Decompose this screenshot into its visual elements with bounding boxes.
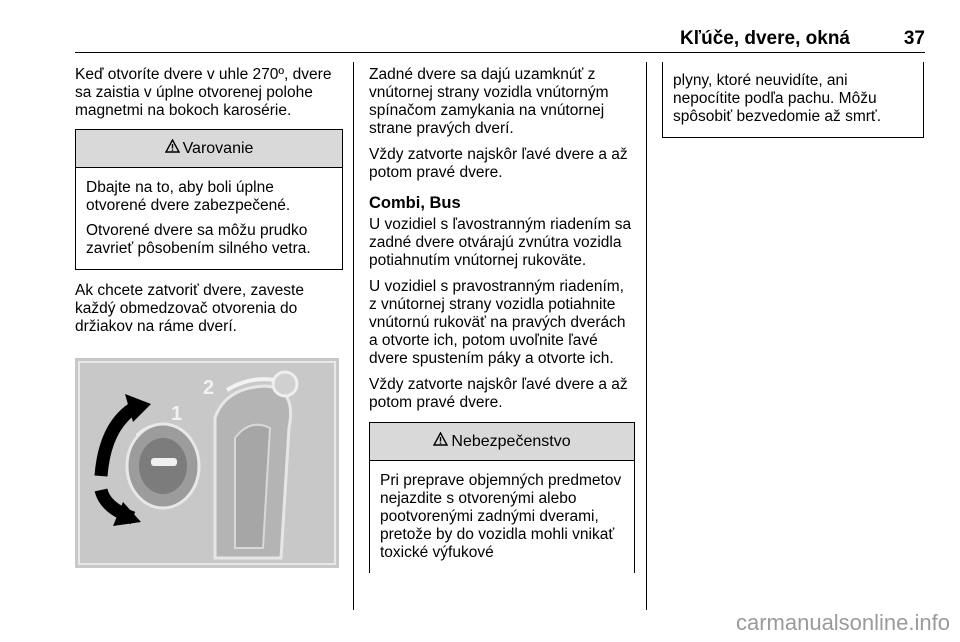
subheading: Combi, Bus: [369, 194, 461, 212]
column-3: [662, 66, 924, 150]
paragraph-rear-lock: Zadné dvere sa dajú uzamknúť z vnútornej strany vozidla vnútorným spínačom zamykania na vnútornej strane pravých dverí.: [369, 66, 609, 137]
section-title: Kľúče, dvere, okná: [680, 28, 850, 49]
paragraph-close-order-2: Vždy zatvorte najskôr ľavé dvere a až potom pravé dvere.: [369, 376, 628, 411]
danger-header: [370, 423, 634, 461]
page-header: [75, 28, 925, 53]
danger-title: Nebezpečenstvo: [451, 432, 571, 450]
danger-text: Pri preprave objemných predmetov nejazdite s otvorenými alebo pootvorenými zadnými dverami, pretože by do vozidla mohli vnikať toxické výfukové: [380, 472, 622, 561]
warning-header: [76, 130, 342, 168]
danger-box-continued: [662, 62, 924, 138]
intro-paragraph: Keď otvoríte dvere v uhle 270º, dvere sa zaistia v úplne otvorenej polohe magnetmi na bokoch karosérie.: [75, 66, 332, 119]
column-divider: [353, 62, 354, 610]
warning-text-2: Otvorené dvere sa môžu prudko zavrieť pôsobením silného vetra.: [86, 222, 311, 257]
warning-triangle-icon: [165, 139, 180, 158]
column-divider: [646, 62, 647, 610]
close-instructions: Ak chcete zatvoriť dvere, zaveste každý obmedzovač otvorenia do držiakov na ráme dverí.: [75, 282, 304, 335]
watermark: carmanualsonline.info: [735, 610, 950, 635]
door-handle-illustration: [75, 358, 339, 568]
warning-text-1: Dbajte na to, aby boli úplne otvorené dvere zabezpečené.: [86, 179, 291, 214]
page-number: 37: [903, 28, 925, 49]
paragraph-lhd: U vozidiel s ľavostranným riadením sa zadné dvere otvárajú zvnútra vozidla potiahnutím vnútornej rukoväte.: [369, 216, 632, 269]
danger-box: [369, 422, 635, 573]
paragraph-rhd: U vozidiel s pravostranným riadením, z vnútornej strany vozidla potiahnite vnútornú rukoväť na pravých dverách a otvorte ich, potom uvoľnite ľavé dvere spustením páky a otvorte ich.: [369, 278, 626, 367]
danger-text-continued: plyny, ktoré neuvidíte, ani nepocítite podľa pachu. Môžu spôsobiť bezvedomie až smrť.: [673, 72, 882, 125]
paragraph-close-order: Vždy zatvorte najskôr ľavé dvere a až potom pravé dvere.: [369, 146, 628, 181]
column-2: [369, 66, 635, 585]
label-1: 1: [171, 403, 183, 425]
column-1: [75, 66, 343, 573]
danger-triangle-icon: [433, 432, 448, 451]
label-2: 2: [203, 377, 215, 399]
warning-box: [75, 129, 343, 270]
warning-title: Varovanie: [182, 139, 254, 157]
